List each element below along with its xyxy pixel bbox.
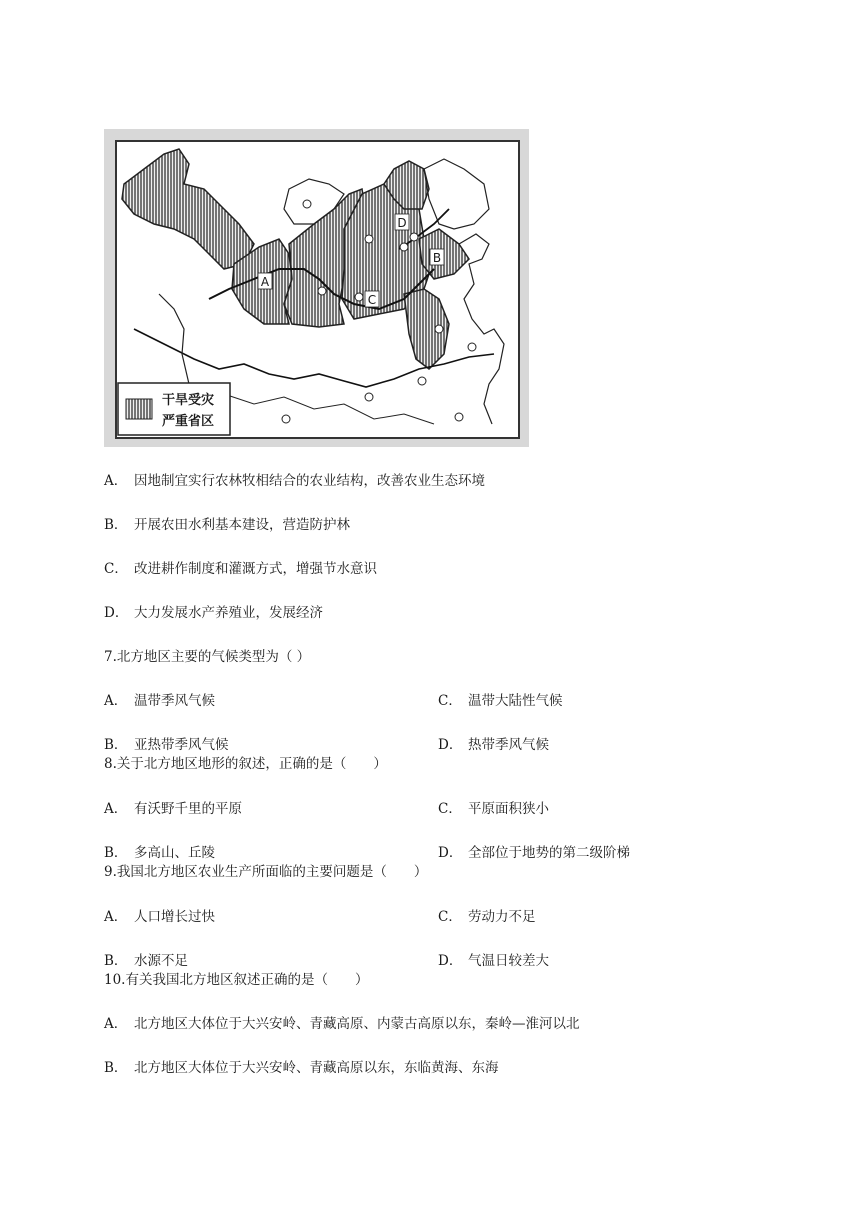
q7-option-d[interactable]: D． 热带季风气候: [438, 737, 549, 753]
svg-text:C: C: [367, 293, 377, 307]
q8-option-a[interactable]: A． 有沃野千里的平原: [104, 801, 242, 817]
legend-swatch: [126, 399, 152, 419]
q6-option-a[interactable]: A． 因地制宜实行农林牧相结合的农业结构，改善农业生态环境: [104, 473, 485, 489]
q8-stem: 8.关于北方地区地形的叙述，正确的是（ ）: [104, 756, 387, 772]
legend-line-1: 干旱受灾: [162, 393, 215, 408]
region-letter-d: [395, 214, 409, 230]
q7-stem: 7.北方地区主要的气候类型为（ ）: [104, 649, 311, 665]
q9-stem: 9.我国北方地区农业生产所面临的主要问题是（ ）: [104, 864, 428, 880]
q9-option-b[interactable]: B． 水源不足: [104, 953, 188, 969]
map-legend: [118, 383, 230, 435]
q7-option-c[interactable]: C． 温带大陆性气候: [438, 693, 563, 709]
q6-option-b[interactable]: B． 开展农田水利基本建设，营造防护林: [104, 517, 350, 533]
q9-option-c[interactable]: C． 劳动力不足: [438, 909, 536, 925]
drought-map-svg: [104, 129, 529, 447]
svg-text:B: B: [432, 251, 442, 265]
q10-option-a[interactable]: A． 北方地区大体位于大兴安岭、青藏高原、内蒙古高原以东，秦岭—淮河以北: [104, 1016, 580, 1032]
q7-option-a[interactable]: A． 温带季风气候: [104, 693, 215, 709]
q10-option-b[interactable]: B． 北方地区大体位于大兴安岭、青藏高原以东，东临黄海、东海: [104, 1060, 499, 1076]
q9-option-d[interactable]: D． 气温日较差大: [438, 953, 549, 969]
drought-map-figure: [104, 129, 529, 447]
svg-text:A: A: [260, 275, 270, 289]
q10-stem: 10.有关我国北方地区叙述正确的是（ ）: [104, 972, 369, 988]
q8-option-c[interactable]: C． 平原面积狭小: [438, 801, 549, 817]
legend-line-2: 严重省区: [162, 414, 215, 429]
region-letter-a: [258, 273, 272, 289]
region-letter-c: [365, 291, 379, 307]
q8-option-d[interactable]: D． 全部位于地势的第二级阶梯: [438, 845, 630, 861]
q9-option-a[interactable]: A． 人口增长过快: [104, 909, 215, 925]
q8-option-b[interactable]: B． 多高山、丘陵: [104, 845, 215, 861]
q6-option-c[interactable]: C． 改进耕作制度和灌溉方式，增强节水意识: [104, 561, 377, 577]
q7-option-b[interactable]: B． 亚热带季风气候: [104, 737, 229, 753]
region-letter-b: [430, 249, 444, 265]
q6-option-d[interactable]: D． 大力发展水产养殖业，发展经济: [104, 605, 323, 621]
svg-text:D: D: [397, 216, 407, 230]
